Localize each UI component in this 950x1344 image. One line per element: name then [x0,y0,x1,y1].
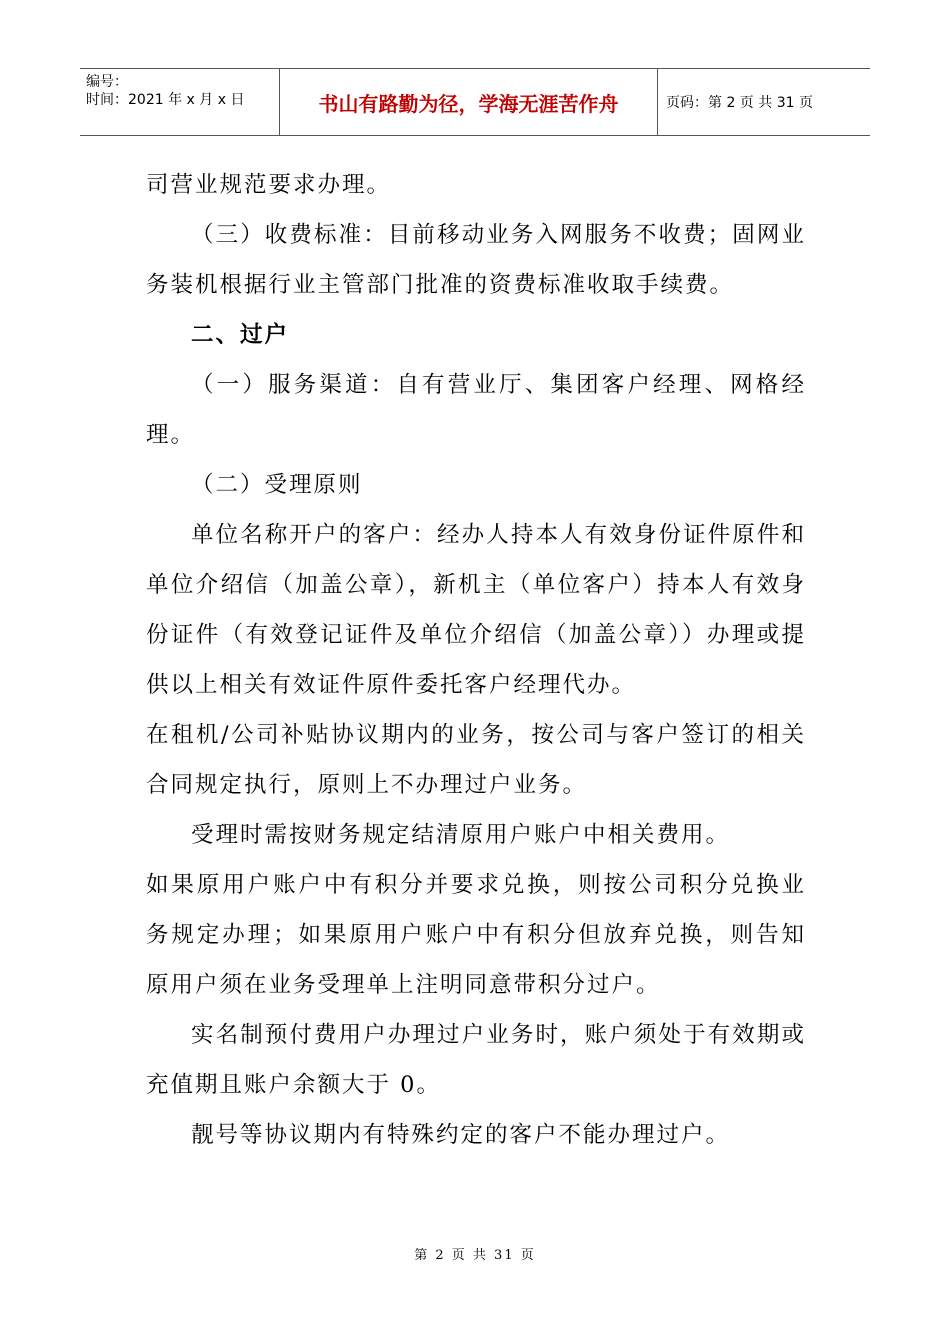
paragraph: 在租机/公司补贴协议期内的业务，按公司与客户签订的相关合同规定执行，原则上不办理过户业务。 [146,722,806,798]
section-heading: 二、过户 [191,322,290,348]
paragraph: 受理时需按财务规定结清原用户账户中相关费用。 [191,822,731,848]
paragraph: （三）收费标准：目前移动业务入网服务不收费；固网业务装机根据行业主管部门批准的资费标准收取手续费。 [146,222,806,298]
header-motto: 书山有路勤为径，学海无涯苦作舟 [280,69,658,135]
header-meta [80,69,280,135]
paragraph: 靓号等协议期内有特殊约定的客户不能办理过户。 [191,1122,731,1148]
paragraph: 实名制预付费用户办理过户业务时，账户须处于有效期或充值期且账户余额大于 0。 [146,1022,806,1098]
page-footer: 第 2 页 共 31 页 [414,1248,536,1263]
paragraph: （一）服务渠道：自有营业厅、集团客户经理、网格经理。 [146,372,806,448]
paragraph: （二）受理原则 [191,472,363,498]
header-page-info: 页码：第 2 页 共 31 页 [666,95,813,111]
paragraph: 司营业规范要求办理。 [146,172,392,198]
page-header [80,68,870,136]
document-body [146,160,806,1160]
paragraph: 单位名称开户的客户：经办人持本人有效身份证件原件和单位介绍信（加盖公章），新机主（单位客户）持本人有效身份证件（有效登记证件及单位介绍信（加盖公章））办理或提供以上相关有效证件原件委托客户经理代办。 [146,522,806,698]
paragraph: 如果原用户账户中有积分并要求兑换，则按公司积分兑换业务规定办理；如果原用户账户中有积分但放弃兑换，则告知原用户须在业务受理单上注明同意带积分过户。 [146,872,806,998]
number-label: 编号： [86,74,128,90]
time-label: 时间：2021 年 x 月 x 日 [86,92,245,108]
